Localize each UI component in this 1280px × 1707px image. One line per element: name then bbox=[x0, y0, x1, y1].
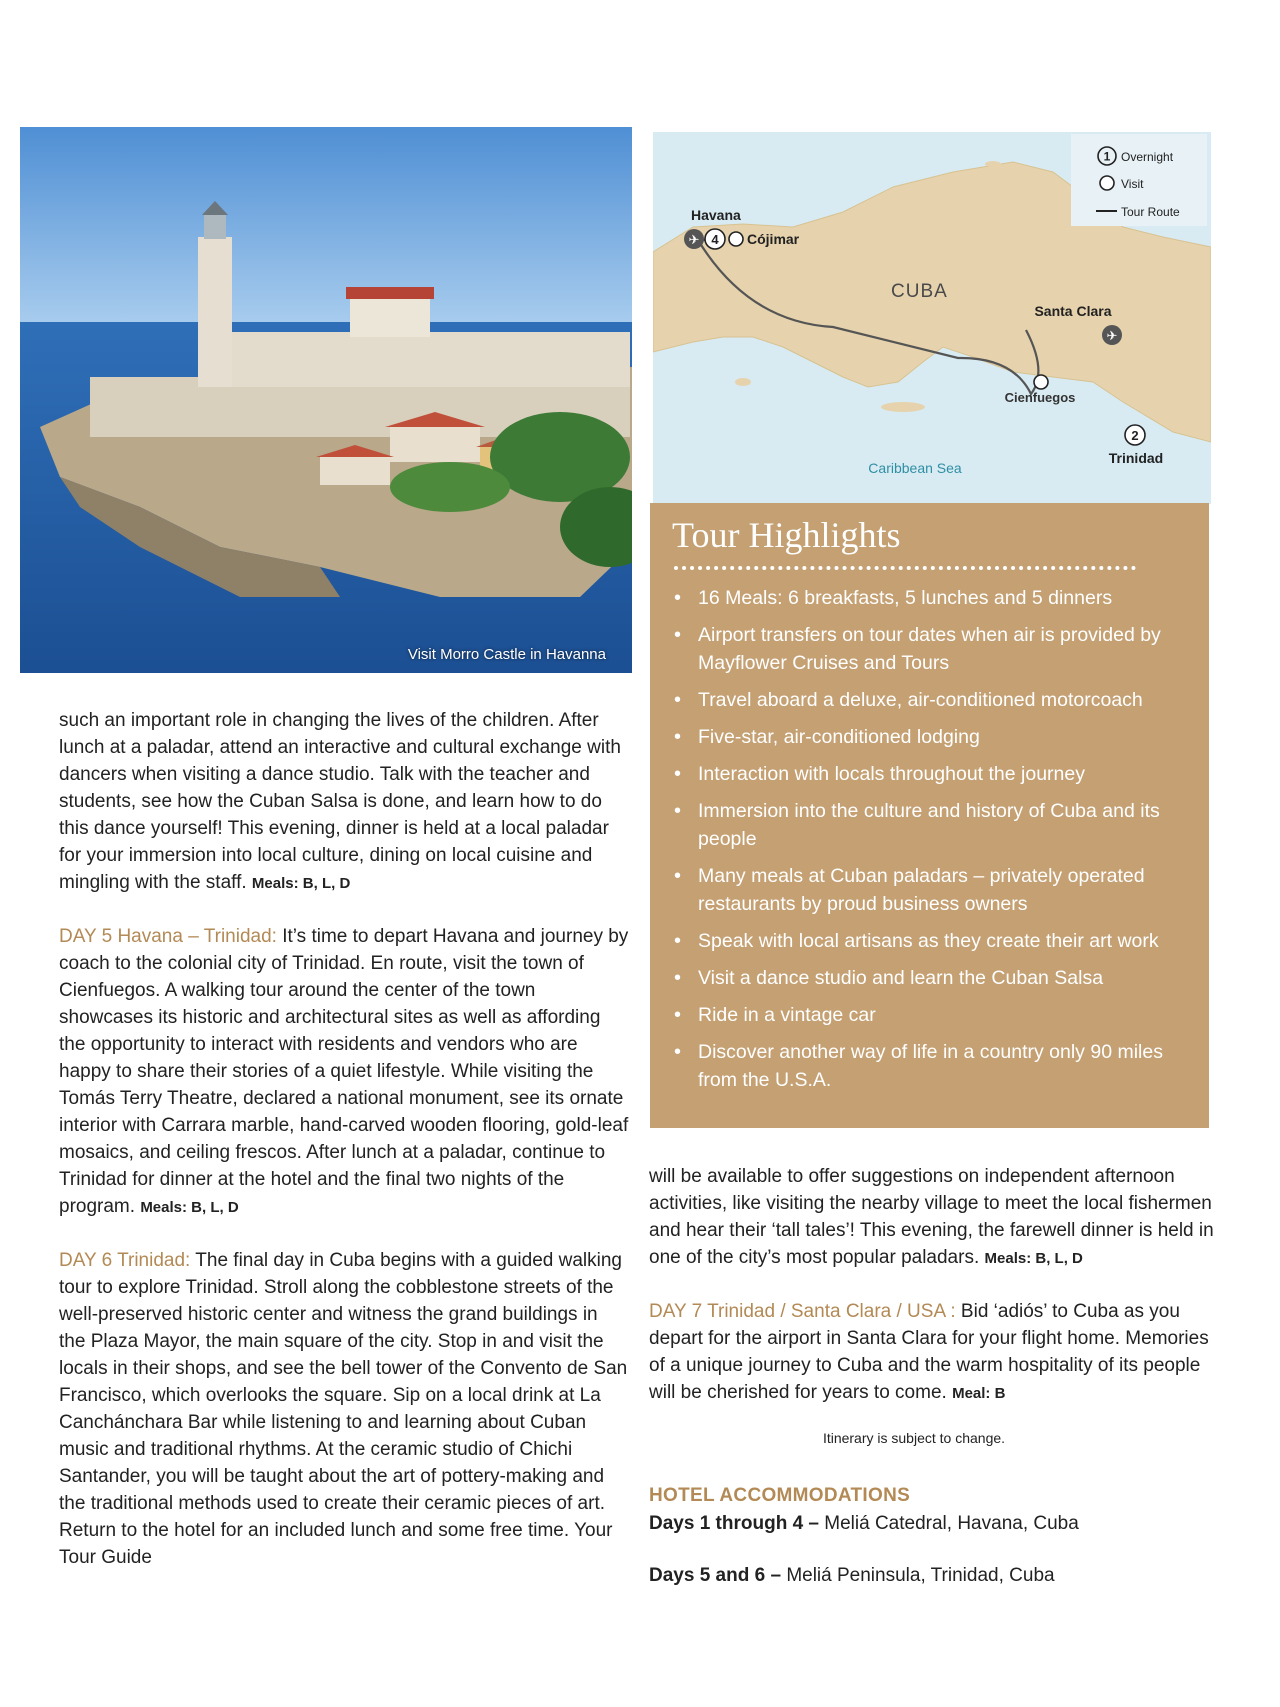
day6-continued-paragraph bbox=[649, 1163, 1219, 1272]
key-island bbox=[929, 178, 949, 186]
hotel-days: Days 5 and 6 – bbox=[649, 1565, 782, 1586]
hotel-name: Meliá Peninsula, Trinidad, Cuba bbox=[786, 1565, 1055, 1586]
airplane-icon: ✈ bbox=[688, 233, 700, 248]
day6-text: The final day in Cuba begins with a guided walking tour to explore Trinidad. Stroll along the cobblestone streets of the well-preserved historic center and witness the grand buildings in the Plaza Mayor, the main square of the city. Stop in and visit the locals in their shops, and see the bell tower of the Convento de San Francisco, which overlooks the square. Sip on a local drink at La Canchánchara Bar while listening to and learning about Cuban music and traditional rhythms. At the ceramic studio of Chichi Santander, you will be taught about the art of pottery-making and the traditional methods used to create their ceramic pieces of art. Return to the hotel for an included lunch and some free time. Your Tour Guide bbox=[59, 1250, 628, 1568]
hotel-accommodations-heading: HOTEL ACCOMMODATIONS bbox=[649, 1485, 911, 1506]
legend-route-label: Tour Route bbox=[1121, 205, 1180, 219]
country-label: CUBA bbox=[891, 281, 948, 302]
list-item: • Discover another way of life in a country only 90 miles from the U.S.A. bbox=[674, 1038, 1194, 1094]
havana-label: Havana bbox=[691, 207, 741, 223]
legend-visit-icon bbox=[1100, 176, 1114, 190]
left-text-column bbox=[59, 707, 629, 1597]
day7-label: DAY 7 bbox=[649, 1301, 703, 1322]
legend-visit-label: Visit bbox=[1121, 177, 1144, 191]
hotel-line bbox=[649, 1563, 1219, 1589]
list-item: • Immersion into the culture and history of Cuba and its people bbox=[674, 797, 1194, 853]
day5-paragraph bbox=[59, 923, 629, 1221]
day6-place: Trinidad: bbox=[117, 1250, 191, 1271]
sea-label: Caribbean Sea bbox=[868, 460, 962, 476]
legend-overnight-number: 1 bbox=[1103, 149, 1111, 164]
hotel-days: Days 1 through 4 – bbox=[649, 1513, 819, 1534]
map-graphic bbox=[653, 132, 1211, 504]
highlights-list bbox=[674, 584, 1194, 1103]
day5-place: Havana – Trinidad: bbox=[117, 926, 277, 947]
day4-continued-paragraph bbox=[59, 707, 629, 897]
trinidad-nights: 2 bbox=[1131, 428, 1139, 443]
list-item: • Speak with local artisans as they create their art work bbox=[674, 927, 1194, 955]
list-item: • Five-star, air-conditioned lodging bbox=[674, 723, 1194, 751]
dotted-divider bbox=[674, 566, 1136, 570]
day6-label: DAY 6 bbox=[59, 1250, 113, 1271]
list-item: • Ride in a vintage car bbox=[674, 1001, 1194, 1029]
highlights-title: Tour Highlights bbox=[672, 515, 901, 555]
key-island bbox=[881, 402, 925, 412]
list-item: • 16 Meals: 6 breakfasts, 5 lunches and 5 dinners bbox=[674, 584, 1194, 612]
day7-text: Bid ‘adiós’ to Cuba as you depart for the airport in Santa Clara for your flight home. Memories of a unique journey to Cuba and the warm hospitality of its people will be cherished for years to come. bbox=[649, 1301, 1209, 1403]
day5-text: It’s time to depart Havana and journey by coach to the colonial city of Trinidad. En route, visit the town of Cienfuegos. A walking tour around the center of the town showcases its historic and architectural sites as well as affording the opportunity to interact with residents and vendors who are happy to share their stories of a quiet lifestyle. While visiting the Tomás Terry Theatre, declared a national monument, see its ornate interior with Carrara marble, hand-carved wooden flooring, gold-leaf mosaics, and ceiling frescos. After lunch at a paladar, continue to Trinidad for dinner at the hotel and the final two nights of the program. bbox=[59, 926, 629, 1217]
cojimar-label: Cójimar bbox=[747, 231, 800, 247]
legend-overnight-label: Overnight bbox=[1121, 150, 1174, 164]
tour-highlights-box bbox=[650, 503, 1209, 1128]
list-item: • Many meals at Cuban paladars – privately operated restaurants by proud business owners bbox=[674, 862, 1194, 918]
santa-clara-label: Santa Clara bbox=[1034, 303, 1112, 319]
day5-meals: Meals: B, L, D bbox=[140, 1199, 239, 1216]
key-island bbox=[735, 378, 751, 386]
day6-continued-text: will be available to offer suggestions on independent afternoon activities, like visiting the nearby village to meet the local fishermen and hear their ‘tall tales’! This evening, the farewell dinner is held in one of the city’s most popular paladars. bbox=[649, 1166, 1214, 1268]
day4-meals: Meals: B, L, D bbox=[251, 875, 351, 892]
cienfuegos-label: Cienfuegos bbox=[1004, 390, 1076, 405]
hotel-name: Meliá Catedral, Havana, Cuba bbox=[824, 1513, 1079, 1534]
list-item: • Interaction with locals throughout the journey bbox=[674, 760, 1194, 788]
list-item: • Visit a dance studio and learn the Cuban Salsa bbox=[674, 964, 1194, 992]
day5-label: DAY 5 bbox=[59, 926, 113, 947]
havana-nights: 4 bbox=[711, 232, 719, 247]
right-text-column bbox=[649, 1163, 1219, 1615]
key-island bbox=[869, 202, 897, 212]
day6-meals: Meals: B, L, D bbox=[984, 1250, 1083, 1267]
key-island bbox=[985, 161, 1001, 167]
cuba-tour-map bbox=[653, 132, 1211, 504]
day7-paragraph bbox=[649, 1298, 1219, 1407]
morro-castle-illustration bbox=[20, 127, 632, 673]
morro-castle-photo bbox=[20, 127, 632, 673]
list-item: • Airport transfers on tour dates when air is provided by Mayflower Cruises and Tours bbox=[674, 621, 1194, 677]
cienfuegos-visit-icon bbox=[1034, 375, 1048, 389]
airplane-icon: ✈ bbox=[1106, 329, 1118, 344]
day4-text: such an important role in changing the lives of the children. After lunch at a paladar, attend an interactive and cultural exchange with dancers when visiting a dance studio. Talk with the teacher and students, see how the Cuban Salsa is done, and learn how to do this dance yourself! This evening, dinner is held at a local paladar for your immersion into local culture, dining on local cuisine and mingling with the staff. bbox=[59, 710, 621, 893]
cojimar-visit-icon bbox=[729, 232, 743, 246]
trinidad-label: Trinidad bbox=[1108, 450, 1164, 466]
itinerary-note: Itinerary is subject to change. bbox=[822, 1430, 1006, 1446]
photo-caption: Visit Morro Castle in Havanna bbox=[407, 646, 606, 663]
day6-paragraph bbox=[59, 1247, 629, 1571]
day7-place: Trinidad / Santa Clara / USA : bbox=[707, 1301, 956, 1322]
hotel-line bbox=[649, 1511, 1219, 1537]
list-item: • Travel aboard a deluxe, air-conditioned motorcoach bbox=[674, 686, 1194, 714]
day7-meals: Meal: B bbox=[952, 1385, 1006, 1402]
